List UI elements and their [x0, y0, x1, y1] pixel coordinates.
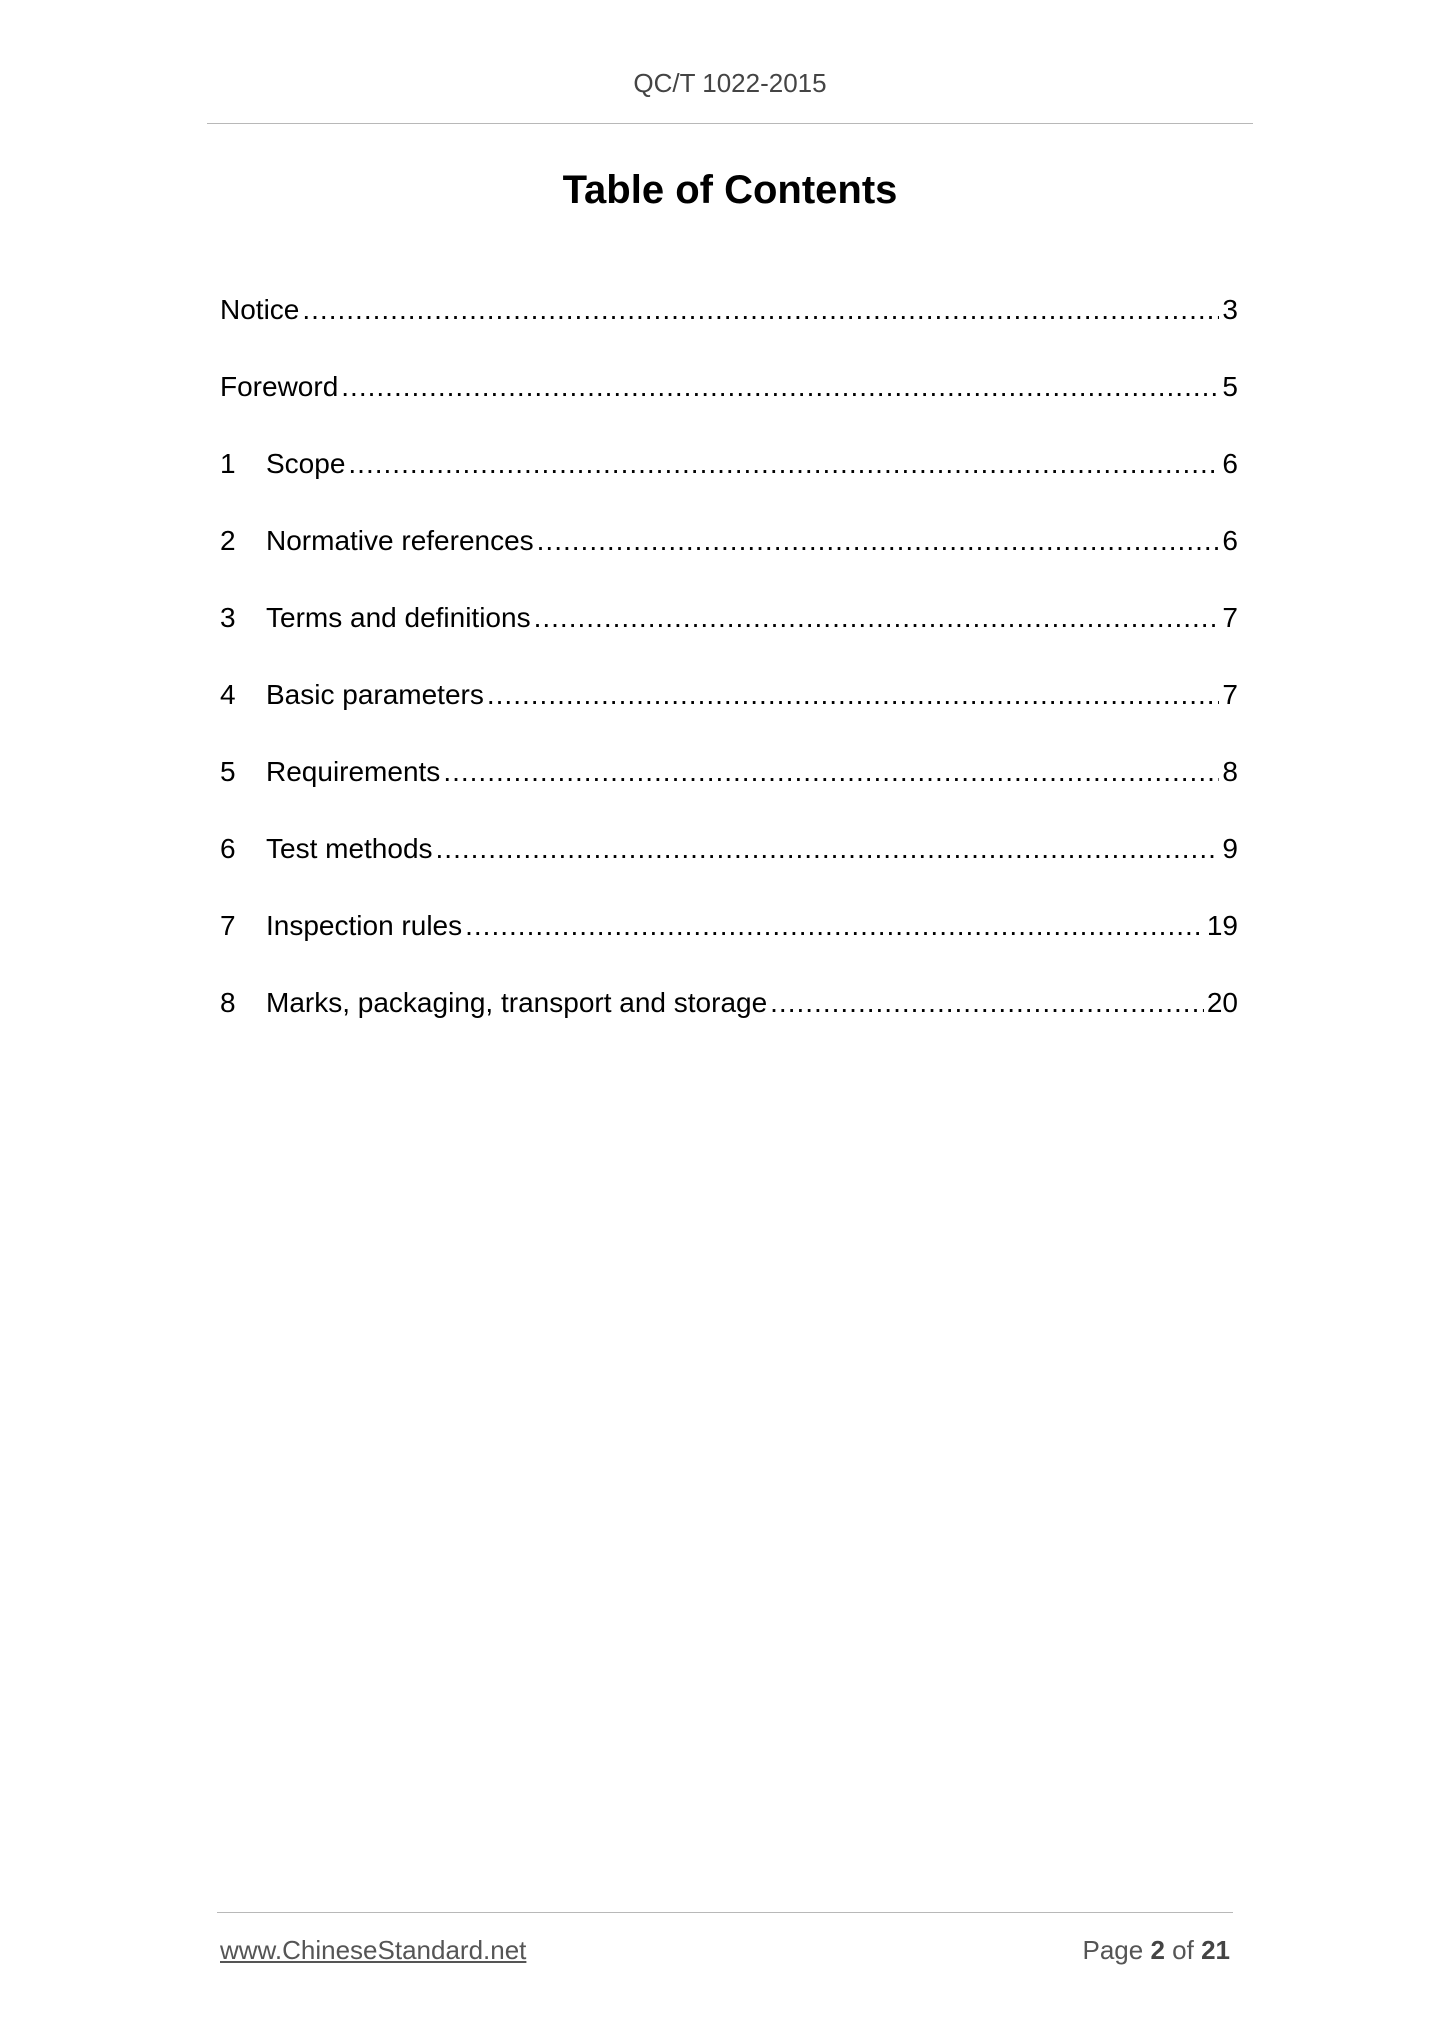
- toc-entry-label: Basic parameters: [266, 679, 484, 710]
- toc-entry-marks-packaging-transport-storage[interactable]: [220, 983, 1238, 1060]
- toc-page-number: 5: [1222, 371, 1238, 402]
- toc-section-number: 5: [220, 756, 236, 787]
- toc-dot-leader: [348, 444, 1219, 484]
- toc-dot-leader: [487, 675, 1220, 715]
- page-label: Page: [1082, 1935, 1144, 1965]
- toc-entry-requirements[interactable]: [220, 752, 1238, 829]
- toc-section-number: 6: [220, 833, 236, 864]
- footer-divider: [217, 1912, 1233, 1913]
- toc-dot-leader: [443, 752, 1219, 792]
- toc-dot-leader: [465, 906, 1204, 946]
- website-link[interactable]: www.ChineseStandard.net: [220, 1935, 527, 1965]
- toc-section-number: 3: [220, 602, 236, 633]
- toc-entry-label: Terms and definitions: [266, 602, 531, 633]
- toc-page-number: 7: [1222, 602, 1238, 633]
- toc-page-number: 19: [1206, 910, 1238, 941]
- toc-list: [220, 290, 1238, 1060]
- toc-entry-scope[interactable]: [220, 444, 1238, 521]
- toc-entry-foreword[interactable]: [220, 367, 1238, 444]
- total-pages-number: 21: [1201, 1935, 1230, 1965]
- toc-dot-leader: [537, 521, 1220, 561]
- toc-entry-terms-and-definitions[interactable]: [220, 598, 1238, 675]
- toc-page-number: 8: [1222, 756, 1238, 787]
- toc-entry-label: Requirements: [266, 756, 441, 787]
- toc-entry-label: Inspection rules: [266, 910, 463, 941]
- toc-section-number: 1: [220, 448, 236, 479]
- toc-entry-normative-references[interactable]: [220, 521, 1238, 598]
- toc-entry-basic-parameters[interactable]: [220, 675, 1238, 752]
- toc-page-number: 3: [1222, 294, 1238, 325]
- toc-dot-leader: [534, 598, 1220, 638]
- toc-entry-notice[interactable]: [220, 290, 1238, 367]
- toc-entry-label: Marks, packaging, transport and storage: [266, 987, 768, 1018]
- toc-entry-test-methods[interactable]: [220, 829, 1238, 906]
- toc-dot-leader: [770, 983, 1204, 1023]
- current-page-number: 2: [1150, 1935, 1165, 1965]
- toc-dot-leader: [436, 829, 1220, 869]
- toc-section-number: 2: [220, 525, 236, 556]
- toc-section-number: 7: [220, 910, 236, 941]
- document-code-header: QC/T 1022-2015: [633, 68, 827, 98]
- header-divider: [207, 123, 1253, 124]
- toc-entry-label: Notice: [220, 294, 300, 325]
- toc-entry-label: Scope: [266, 448, 346, 479]
- toc-page-number: 20: [1206, 987, 1238, 1018]
- toc-page-number: 6: [1222, 525, 1238, 556]
- page-indicator: [1082, 1935, 1230, 1966]
- toc-page-number: 6: [1222, 448, 1238, 479]
- toc-entry-label: Test methods: [266, 833, 433, 864]
- toc-page-number: 7: [1222, 679, 1238, 710]
- toc-entry-label: Foreword: [220, 371, 339, 402]
- toc-entry-inspection-rules[interactable]: [220, 906, 1238, 983]
- toc-section-number: 4: [220, 679, 236, 710]
- toc-section-number: 8: [220, 987, 236, 1018]
- toc-title: Table of Contents: [562, 168, 898, 212]
- toc-page-number: 9: [1222, 833, 1238, 864]
- toc-entry-label: Normative references: [266, 525, 534, 556]
- of-label: of: [1172, 1935, 1194, 1965]
- toc-dot-leader: [302, 290, 1219, 330]
- toc-dot-leader: [341, 367, 1219, 407]
